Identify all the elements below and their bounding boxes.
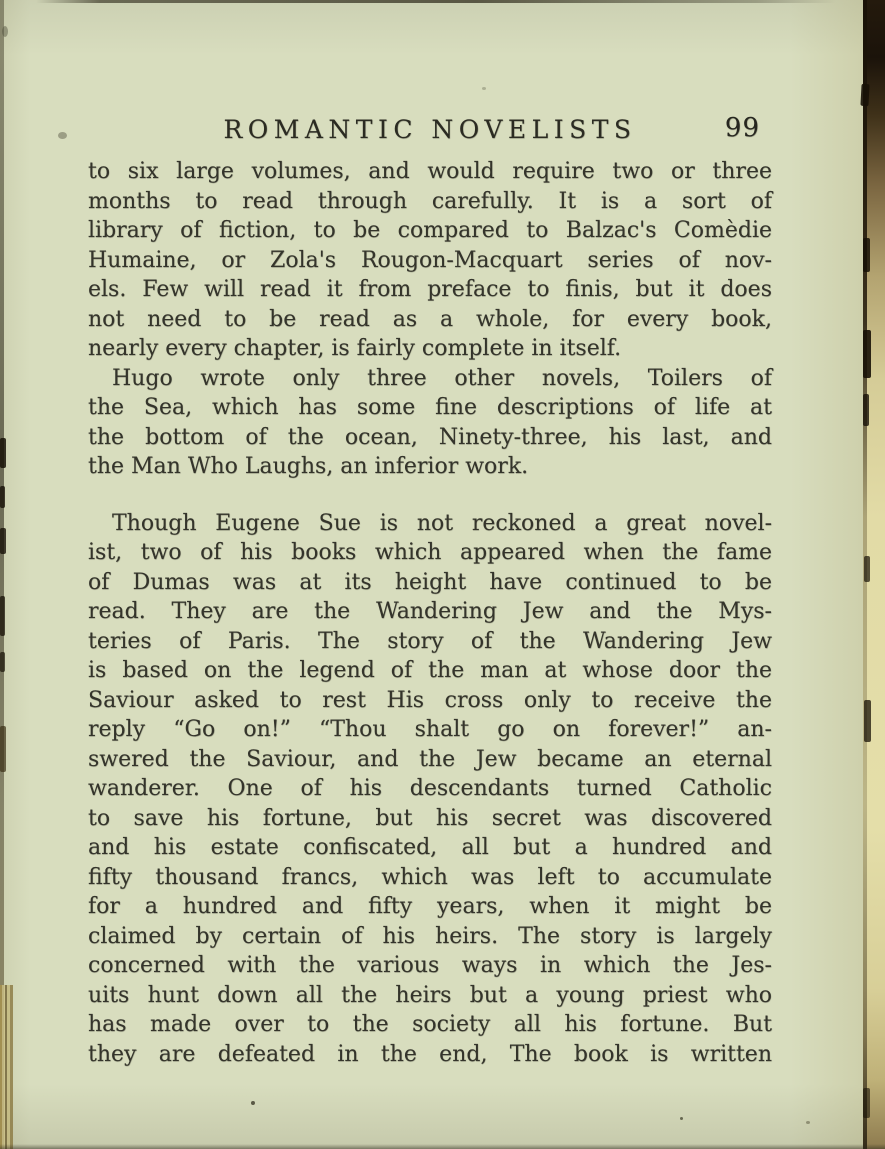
text-line: for a hundred and fifty years, when it might be [88, 894, 772, 919]
running-title: ROMANTIC NOVELISTS [223, 115, 637, 144]
top-scan-edge [36, 0, 836, 3]
text-line: claimed by certain of his heirs. The story is largely [88, 923, 772, 949]
page-number: 99 [724, 113, 760, 143]
text-line: Saviour asked to rest His cross only to receive the [88, 687, 772, 713]
bottom-scan-edge [0, 1144, 885, 1149]
text-line: fifty thousand francs, which was left to accumulate [88, 864, 772, 890]
edge-notch [863, 330, 871, 378]
edge-notch [0, 726, 6, 772]
text-line: wanderer. One of his descendants turned Catholic [88, 776, 772, 801]
text-line: library of fiction, to be compared to Balzac's Comèdie [88, 218, 772, 243]
text-line: swered the Saviour, and the Jew became an eternal [88, 746, 772, 772]
text-line: is based on the legend of the man at whose door the [88, 658, 772, 683]
edge-notch [863, 238, 870, 272]
text-line: the bottom of the ocean, Ninety-three, his last, and [88, 424, 772, 450]
text-line: nearly every chapter, is fairly complete in itself. [88, 336, 622, 361]
text-line: concerned with the various ways in which the Jes- [88, 953, 772, 978]
text-line: the Sea, which has some fine descriptions of life at [88, 395, 772, 420]
text-line: Hugo wrote only three other novels, Toilers of [112, 365, 772, 391]
left-page-edge-line [0, 0, 4, 1149]
edge-notch [864, 700, 871, 742]
text-line: has made over to the society all his fortune. But [88, 1012, 772, 1037]
edge-notch [0, 652, 5, 672]
text-line: of Dumas was at its height have continued to be [88, 569, 772, 595]
text-line: Though Eugene Sue is not reckoned a great novel- [112, 510, 772, 536]
text-line: els. Few will read it from preface to finis, but it does [88, 277, 772, 302]
ink-speck [806, 1121, 810, 1124]
ink-speck [482, 87, 486, 90]
text-line: ist, two of his books which appeared when the fame [88, 540, 772, 565]
paragraph [88, 509, 772, 1070]
edge-notch [0, 528, 6, 554]
text-line: reply “Go on!” “Thou shalt go on forever!” an- [88, 717, 772, 742]
edge-notch [0, 438, 6, 468]
text-line: Humaine, or Zola's Rougon-Macquart series of nov- [88, 247, 772, 273]
ink-speck [680, 1117, 683, 1120]
text-line: uits hunt down all the heirs but a young priest who [88, 982, 772, 1008]
edge-notch [864, 556, 870, 582]
text-line: teries of Paris. The story of the Wandering Jew [88, 628, 772, 654]
text-line: the Man Who Laughs, an inferior work. [88, 454, 529, 479]
text-line: months to read through carefully. It is a sort of [88, 188, 772, 214]
page-header [88, 115, 772, 144]
bottom-left-page-edge-streaks [0, 985, 13, 1149]
edge-notch [0, 596, 5, 636]
text-line: they are defeated in the end, The book is written [88, 1041, 772, 1067]
text-line: not need to be read as a whole, for every book, [88, 306, 772, 332]
ink-speck [58, 132, 67, 139]
paragraph [88, 364, 772, 482]
edge-notch [863, 1088, 870, 1118]
text-line: read. They are the Wandering Jew and the Mys- [88, 599, 772, 624]
text-line: to six large volumes, and would require two or three [88, 159, 772, 184]
text-line: and his estate confiscated, all but a hundred and [88, 835, 772, 860]
text-line: to save his fortune, but his secret was discovered [88, 805, 772, 831]
page-body [88, 157, 772, 1069]
edge-notch [860, 84, 869, 106]
ink-speck [251, 1101, 255, 1105]
ink-speck [2, 26, 8, 37]
edge-notch [863, 394, 869, 426]
paragraph [88, 157, 772, 364]
edge-notch [0, 486, 5, 508]
